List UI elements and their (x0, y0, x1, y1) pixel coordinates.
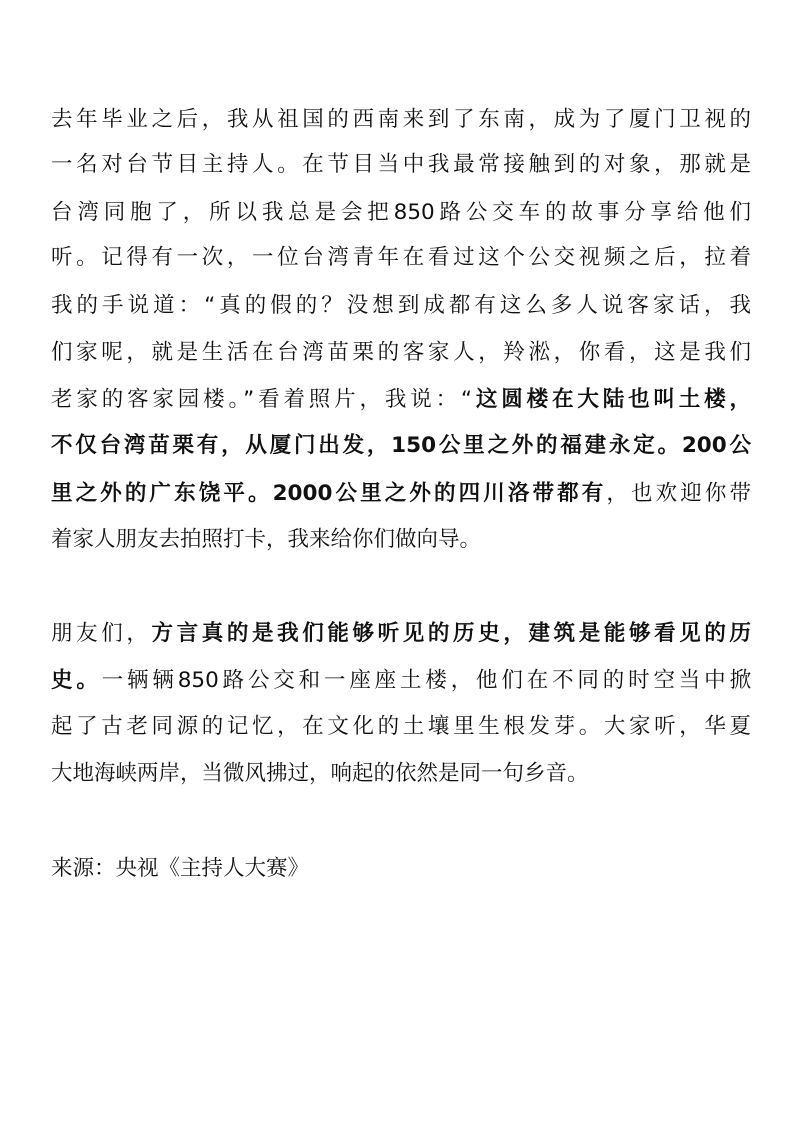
paragraph-2-line-1 (51, 620, 751, 648)
paragraph-1-line-9-normal: ，也欢迎你带 (606, 481, 751, 506)
paragraph-1-line-6: 们家呢，就是生活在台湾苗栗的客家人，羚淞，你看，这是我们 (51, 340, 751, 365)
paragraph-2-line-2-normal: 一辆辆850路公交和一座座土楼，他们在不同的时空当中掀 (101, 668, 751, 693)
paragraph-1-line-8: 不仅台湾苗栗有，从厦门出发，150公里之外的福建永定。200公 (51, 433, 751, 458)
paragraph-1-line-7-bold: 这圆楼在大陆也叫土楼， (472, 387, 751, 412)
paragraph-1-line-4: 听。记得有一次，一位台湾青年在看过这个公交视频之后，拉着 (51, 245, 751, 270)
paragraph-1-line-7 (51, 386, 751, 414)
paragraph-1-line-5: 我的手说道：“真的假的？没想到成都有这么多人说客家话，我 (51, 293, 751, 318)
paragraph-1-line-2: 一名对台节目主持人。在节目当中我最常接触到的对象，那就是 (51, 152, 751, 177)
paragraph-2-line-2 (51, 667, 751, 695)
paragraph-2-line-3: 起了古老同源的记忆，在文化的土壤里生根发芽。大家听，华夏 (51, 714, 751, 739)
paragraph-1-line-9 (51, 480, 751, 508)
paragraph-1-line-1: 去年毕业之后，我从祖国的西南来到了东南，成为了厦门卫视的 (51, 107, 751, 132)
paragraph-2-line-4: 大地海峡两岸，当微风拂过，响起的依然是同一句乡音。 (51, 761, 589, 786)
paragraph-2-line-1-normal: 朋友们， (51, 621, 152, 646)
source-line: 来源：央视《主持人大赛》 (51, 856, 310, 881)
paragraph-1-line-9-bold: 里之外的广东饶平。2000公里之外的四川洛带都有 (51, 481, 607, 506)
paragraph-2-line-1-bold: 方言真的是我们能够听见的历史，建筑是能够看见的历 (151, 621, 751, 646)
paragraph-2-line-2-bold: 史。 (51, 668, 102, 693)
paragraph-1-line-7-normal: 老家的客家园楼。”看着照片，我说：“ (51, 387, 473, 412)
paragraph-1-line-10: 着家人朋友去拍照打卡，我来给你们做向导。 (51, 527, 482, 552)
paragraph-1-line-3: 台湾同胞了，所以我总是会把850路公交车的故事分享给他们 (51, 200, 751, 225)
